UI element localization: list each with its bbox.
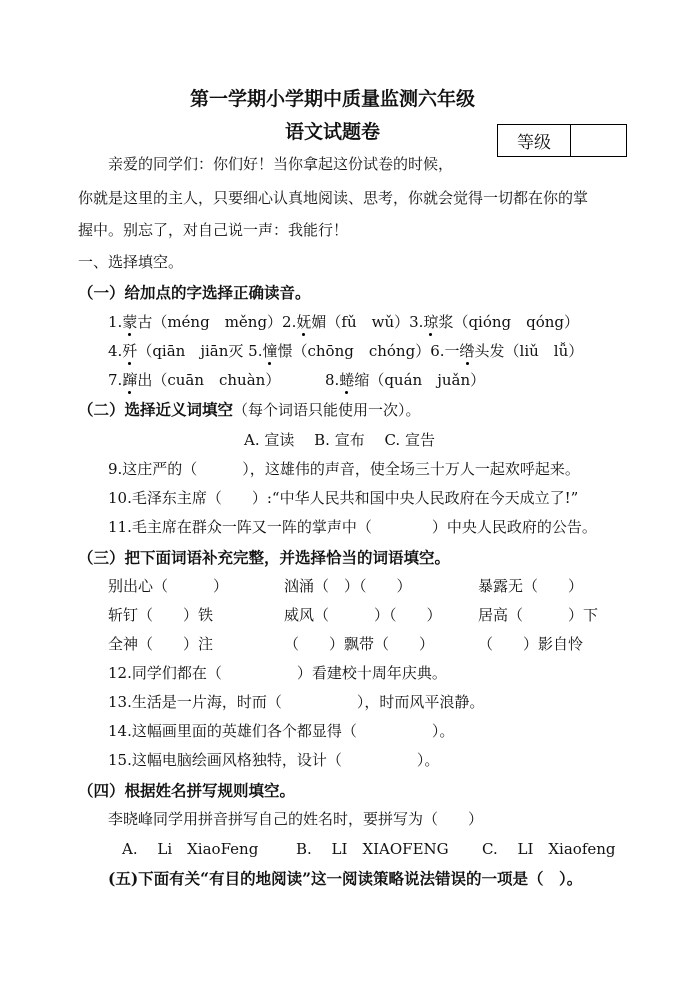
word-fill: （ ）影自怜 [478,635,584,653]
dotted-char: 琼 [423,313,439,331]
grade-label: 等级 [498,125,571,156]
word-fill: 威风（ ）（ ） [284,606,442,624]
text: （qiān jiān灭 5. [137,342,263,360]
dotted-char: 蒙 [122,313,138,331]
dotted-char: 绺 [459,342,475,360]
dotted-char: 歼 [122,342,138,360]
text: 头发（liǔ lǚ） [474,342,584,360]
word-fill: 斩钉（ ）铁 [108,606,214,624]
text: 古（méng měng）2. [137,313,297,331]
exam-title: 第一学期小学期中质量监测六年级 [190,88,476,110]
word-fill: 居高（ ）下 [478,606,599,624]
option-c: C. LI Xiaofeng [482,840,616,858]
intro-line-2: 你就是这里的主人，只要细心认真地阅读、思考，你就会觉得一切都在你的掌 [78,189,589,207]
dotted-char: 憧 [262,342,278,360]
option-a: A. Li XiaoFeng [122,840,259,858]
word-fill: 暴露无（ ） [478,577,584,595]
word-fill: （ ）飘带（ ） [284,635,435,653]
text: 缩（quán juǎn） [354,371,486,389]
pinyin-row-1 [108,311,579,332]
sub2-heading-note: （每个词语只能使用一次）。 [233,401,421,419]
sub4-heading: （四）根据姓名拼写规则填空。 [78,781,296,800]
pinyin-row-2 [108,340,583,361]
exam-subtitle: 语文试题卷 [285,121,381,143]
text: 4. [108,342,123,360]
text: 8. [325,371,340,389]
question-12: 12.同学们都在（ ）看建校十周年庆典。 [108,664,447,682]
intro-line-1: 亲爱的同学们：你们好！当你拿起这份试卷的时候， [108,155,454,173]
word-fill: 别出心（ ） [108,577,229,595]
text: 1. [108,313,123,331]
dotted-char: 蹿 [122,371,138,389]
intro-line-3: 握中。别忘了，对自己说一声：我能行！ [78,221,349,239]
dotted-char: 蜷 [339,371,355,389]
text: 媚（fǔ wǔ）3. [311,313,424,331]
question-9: 9.这庄严的（ ），这雄伟的声音，使全场三十万人一起欢呼起来。 [108,460,580,478]
dotted-char: 妩 [296,313,312,331]
question-14: 14.这幅画里面的英雄们各个都显得（ ）。 [108,722,455,740]
question-name-spelling: 李晓峰同学用拼音拼写自己的姓名时，要拼写为（ ） [108,810,484,828]
text: 出（cuān chuàn） [137,371,281,389]
question-11: 11.毛主席在群众一阵又一阵的掌声中（ ）中央人民政府的公告。 [108,518,597,536]
option-b: B. LI XIAOFENG [296,840,449,858]
sub2-heading [78,398,421,420]
sub3-heading: （三）把下面词语补充完整，并选择恰当的词语填空。 [78,548,451,567]
question-15: 15.这幅电脑绘画风格独特，设计（ ）。 [108,751,440,769]
word-fill: 汹涌（ ）（ ） [284,577,412,595]
question-13: 13.生活是一片海，时而（ ），时而风平浪静。 [108,693,485,711]
text: 憬（chōng chóng）6.一 [277,342,460,360]
question-10: 10.毛泽东主席（ ）:“中华人民共和国中央人民政府在今天成立了!” [108,489,579,507]
synonym-options: A. 宣读 B. 宣布 C. 宣告 [244,431,435,449]
pinyin-row-3b [325,369,485,390]
word-fill: 全神（ ）注 [108,635,214,653]
pinyin-row-3a [108,369,280,390]
grade-value [571,125,626,156]
sub1-heading: （一）给加点的字选择正确读音。 [78,283,311,302]
text: 7. [108,371,123,389]
sub2-heading-bold: （二）选择近义词填空 [78,400,234,419]
sub5-heading: (五)下面有关“有目的地阅读”这一阅读策略说法错误的一项是（ ）。 [108,869,583,888]
part1-heading: 一、选择填空。 [78,253,184,271]
grade-box [497,124,627,157]
text: 浆（qióng qóng） [438,313,580,331]
